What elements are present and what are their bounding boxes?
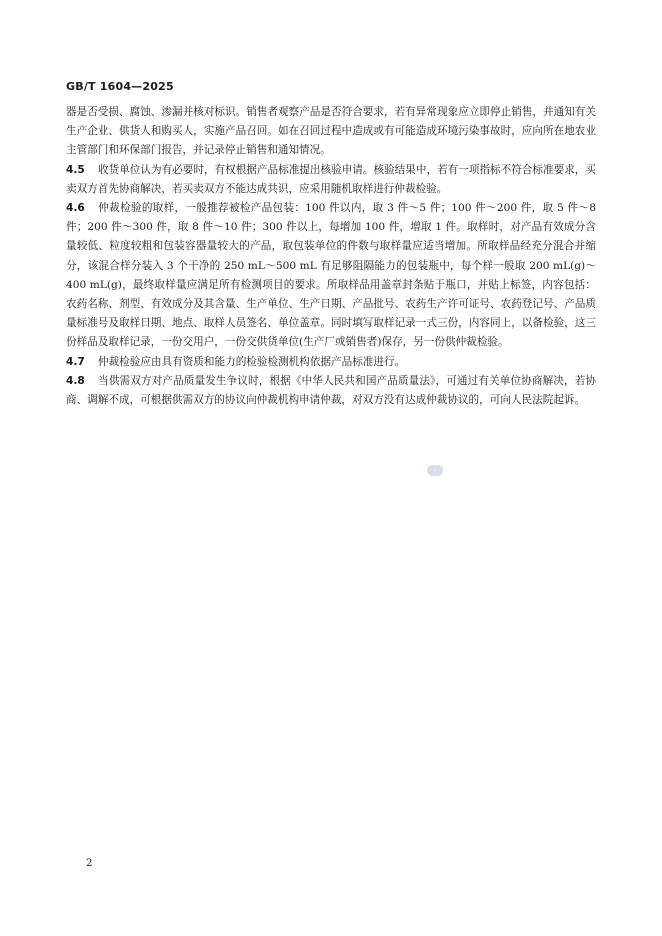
clause-4-6 [66,199,596,353]
clause-number: 4.7 [66,355,85,368]
page-number: 2 [86,858,93,869]
clause-number: 4.6 [66,202,85,215]
clause-4-7 [66,353,596,372]
watermark-logo-icon: ✦ [427,465,443,476]
clause-text: 仲裁检验的取样，一般推荐被检产品包装：100 件以内，取 3 件～5 件；100 件～200 件，取 5 件～8 件；200 件～300 件，取 8 件～10 件；300 件以上，每增加 100 件，增取 1 件。取样时，对产品有效成分含量较低、粒度较粗和包装容器量较大的产品，取包装单位的件数与取样量应适当增加。所取样品经充分混合并缩分，该混合样分装入 3 个干净的 250 mL～500 mL 有足够阻隔能力的包装瓶中，每个样一般取 200 mL(g)～400 mL(g)，最终取样量应满足所有检测项目的要求。所取样品用盖章封条贴于瓶口，并贴上标签，内容包括：农药名称、剂型、有效成分及其含量、生产单位、生产日期、产品批号、农药生产许可证号、农药登记号、产品质量标准号及取样日期、地点、取样人员签名、单位盖章。同时填写取样记录一式三份，内容同上，以备检验，这三份样品及取样记录，一份交用户，一份交供货单位(生产厂或销售者)保存，另一份供仲裁检验。 [66,202,596,349]
clause-text: 收货单位认为有必要时，有权根据产品标准提出核验申请。核验结果中，若有一项指标不符合标准要求，买卖双方首先协商解决，若买卖双方不能达成共识，应采用随机取样进行仲裁检验。 [66,163,596,195]
clause-number: 4.5 [66,163,85,176]
clause-text: 仲裁检验应由具有资质和能力的检验检测机构依据产品标准进行。 [98,355,406,368]
document-body [66,103,596,410]
standard-code-header: GB/T 1604—2025 [66,80,174,93]
paragraph-text: 器是否受损、腐蚀、渗漏并核对标识。销售者观察产品是否符合要求，若有异常现象应立即停止销售，并通知有关生产企业、供货人和购买人，实施产品召回。如在召回过程中造成或有可能造成环境污染事故时，应向所在地农业主管部门和环保部门报告，并记录停止销售和通知情况。 [66,106,596,157]
clause-4-5 [66,161,596,199]
clause-4-8 [66,372,596,410]
paragraph-continuation [66,103,596,161]
clause-number: 4.8 [66,374,85,387]
clause-text: 当供需双方对产品质量发生争议时，根据《中华人民共和国产品质量法》，可通过有关单位协商解决，若协商、调解不成，可根据供需双方的协议向仲裁机构申请仲裁，对双方没有达成仲裁协议的，可向人民法院起诉。 [66,374,596,407]
